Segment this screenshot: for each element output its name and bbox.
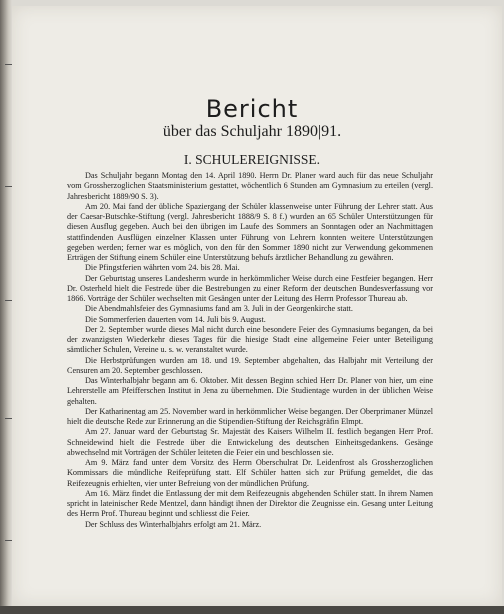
paragraph-10: Der Katharinentag am 25. November ward in herkömmlicher Weise begangen. Der Oberprimaner Münzel hielt die deutsche Rede zur Erinnerung an die Stipendien-Stiftung der Reichsgräfin Elmpt. [67,406,433,426]
paragraph-14: Der Schluss des Winterhalbjahrs erfolgt am 21. März. [85,519,262,529]
report-subtitle: über das Schuljahr 1890|91. [162,123,342,140]
margin-ruler-tick [5,64,12,65]
paragraph-4: Der Geburtstag unseres Landesherrn wurde in herkömmlicher Weise durch eine Festfeier begangen. Herr Dr. Osterheld hielt die Festrede über die Bestrebungen zu einer Reform der deutschen Bundesverfassung vor 1866. Vorträge der Schüler wechselten mit Gesängen unter der Leitung des Herrn Professor Thureau ab. [67,273,433,303]
report-body [67,171,433,530]
margin-ruler-tick [5,540,12,541]
report-title: Bericht [205,95,299,123]
paragraph-5: Die Abendmahlsfeier des Gymnasiums fand am 3. Juli in der Georgenkirche statt. [85,304,353,314]
paragraph-1: Das Schuljahr begann Montag den 14. April 1890. Herrn Dr. Planer ward auch für das neue Schuljahr vom Grossherzoglichen Staatsministerium gestattet, wöchentlich 6 Stunden am Gymnasium zu erteilen (vergl. Jahresbericht 1889/90 S. 3). [67,171,433,201]
paragraph-9: Das Winterhalbjahr begann am 6. Oktober. Mit dessen Beginn schied Herr Dr. Planer von hier, um eine Lehrerstelle am Pfeifferschen Institut in Jena zu übernehmen. Die Studientage wurden in der üblichen Weise gehalten. [67,376,433,406]
section-heading: I. SCHULEREIGNISSE. [183,152,321,167]
margin-ruler-tick [5,186,12,187]
margin-ruler-tick [5,418,12,419]
scan-bottom-edge [0,606,504,614]
paragraph-7: Der 2. September wurde dieses Mal nicht durch eine besondere Feier des Gymnasiums begangen, da bei der zwanzigsten Wiederkehr dieses Tages für die hiesige Stadt eine allgemeine Feier unter Beteiligung sämtlicher Schulen, Vereine u. s. w. veranstaltet wurde. [67,324,433,355]
paragraph-12: Am 9. März fand unter dem Vorsitz des Herrn Oberschulrat Dr. Leidenfrost als Grossherzoglichen Kommissars die mündliche Reifeprüfung statt. Elf Schüler hatten sich zur Prüfung gemeldet, die das Reifezeugnis erhielten, vier unter Befreiung von der mündlichen Prüfung. [67,458,433,488]
paragraph-13: Am 16. März findet die Entlassung der mit dem Reifezeugnis abgehenden Schüler statt. In ihrem Namen spricht in lateinischer Rede Mentzel, dann händigt ihnen der Direktor die Zeugnisse ein. Gesang unter Leitung des Herrn Prof. Thureau beginnt und schliesst die Feier. [67,488,433,519]
margin-ruler-tick [5,300,12,301]
paragraph-6: Die Sommerferien dauerten vom 14. Juli bis 9. August. [85,314,266,324]
book-binding-edge [0,0,12,614]
paragraph-3: Die Pfingstferien währten vom 24. bis 28. Mai. [85,263,240,273]
paragraph-11: Am 27. Januar ward der Geburtstag Sr. Majestät des Kaisers Wilhelm II. festlich begangen Herr Prof. Schneidewind hielt die Festrede über die Entwickelung des deutschen Einheitsgedankens. Gesänge abwechselnd mit Vorträgen der Schüler leiteten die Feier ein und beschlossen sie. [67,427,433,457]
paragraph-8: Die Herbstprüfungen wurden am 18. und 19. September abgehalten, das Halbjahr mit Verteilung der Censuren am 20. September geschlossen. [67,355,433,375]
paragraph-2: Am 20. Mai fand der übliche Spaziergang der Schüler klassenweise unter Führung der Lehrer statt. Aus der Caesar-Butschke-Stiftung (vergl. Jahresbericht 1888/9 S. 8 f.) wurden an 65 Schüler Unterstützungen für diesen Ausflug gegeben. Auch bei den übrigen im Laufe des Sommers an Sonntagen oder an Nachmittagen stattfindenden Ausflügen einzelner Klassen unter Führung von Lehrern konnten weitere Unterstützungen gegeben werden; ferner war es möglich, von den für den Sommer 1890 nicht zur Verwendung gekommenen Erträgen der Stiftung einem Schüler eine Unterstützung behufs ärztlicher Behandlung zu gewähren. [67,201,433,262]
